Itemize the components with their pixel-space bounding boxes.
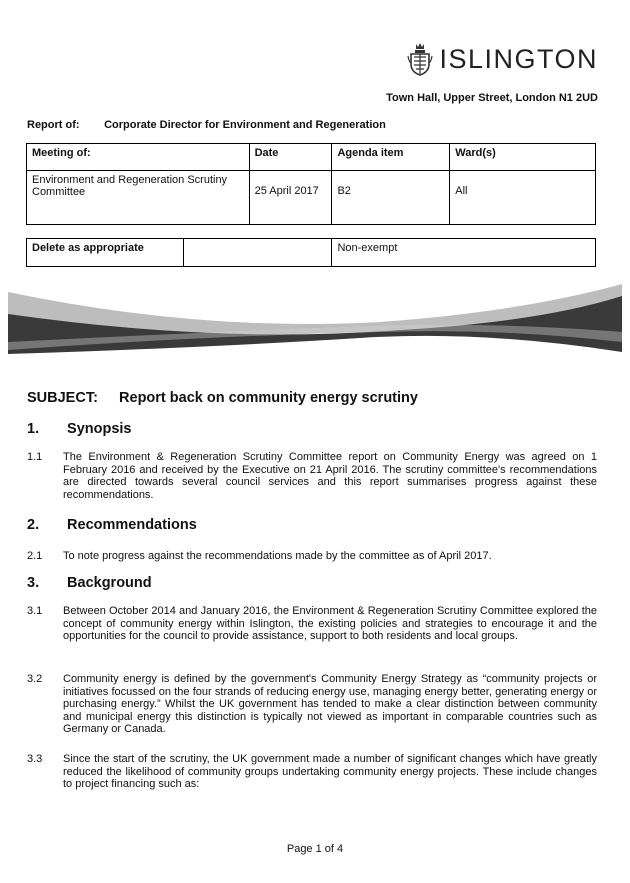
paragraph-3-1 — [27, 605, 597, 643]
report-of-value: Corporate Director for Environment and Regeneration — [104, 119, 386, 131]
cell-wards: All — [450, 171, 596, 225]
paragraph-number: 1.1 — [27, 451, 43, 463]
paragraph-text: The Environment & Regeneration Scrutiny Committee report on Community Energy was agreed on 1 February 2016 and received by the Executive on 21 April 2016. The scrutiny committee's recommendations are directed towards several council services and this report summarises progress against these recommendations. — [63, 451, 597, 501]
decorative-swoosh — [0, 282, 630, 382]
cell-meeting-of: Environment and Regeneration Scrutiny Committee — [27, 171, 250, 225]
subject-label: SUBJECT: — [27, 390, 98, 406]
exemption-table — [26, 238, 596, 267]
table-row — [27, 239, 596, 267]
paragraph-text: Community energy is defined by the government's Community Energy Strategy as “community projects or initiatives focussed on the four strands of reducing energy use, managing energy better, generating energy or purchasing energy.” Whilst the UK government has tended to make a clear distinction between community and municipal energy this distinction is typically not viewed as important in comparable countries such as Germany or Canada. — [63, 673, 597, 735]
section-heading-recommendations — [27, 517, 197, 533]
paragraph-text: Between October 2014 and January 2016, the Environment & Regeneration Scrutiny Committee explored the concept of community energy within Islington, the existing policies and strategies to encourage it and the opportunities for the council to provide assistance, support to both residents and local groups. — [63, 605, 597, 642]
paragraph-text: To note progress against the recommendations made by the committee as of April 2017. — [63, 550, 492, 562]
paragraph-1-1 — [27, 451, 597, 501]
section-heading-background — [27, 575, 152, 591]
section-number: 2. — [27, 517, 40, 533]
paragraph-text: Since the start of the scrutiny, the UK government made a number of significant changes which have greatly reduced the likelihood of community groups undertaking community energy projects. These include changes to project financing such as: — [63, 753, 597, 790]
exemption-value: Non-exempt — [332, 239, 596, 267]
org-name: ISLINGTON — [439, 43, 598, 74]
section-heading-synopsis — [27, 421, 132, 437]
table-row — [27, 171, 596, 225]
header-wards: Ward(s) — [450, 144, 596, 171]
paragraph-number: 3.2 — [27, 673, 43, 685]
section-title: Recommendations — [67, 517, 197, 533]
cell-agenda-item: B2 — [332, 171, 450, 225]
islington-logo — [407, 42, 598, 76]
delete-label: Delete as appropriate — [27, 239, 184, 267]
section-number: 3. — [27, 575, 40, 591]
paragraph-number: 3.3 — [27, 753, 43, 765]
header-date: Date — [249, 144, 332, 171]
cell-date: 25 April 2017 — [249, 171, 332, 225]
crest-icon — [407, 42, 433, 76]
page-number: Page 1 of 4 — [286, 843, 344, 855]
meeting-table — [26, 143, 596, 225]
paragraph-2-1 — [27, 550, 597, 563]
paragraph-3-3 — [27, 753, 597, 791]
section-title: Synopsis — [67, 421, 132, 437]
delete-blank-cell — [183, 239, 332, 267]
paragraph-3-2 — [27, 673, 597, 736]
report-of-label: Report of: — [27, 119, 80, 131]
subject-heading — [27, 390, 418, 406]
address: Town Hall, Upper Street, London N1 2UD — [386, 92, 598, 104]
paragraph-number: 3.1 — [27, 605, 43, 617]
section-number: 1. — [27, 421, 40, 437]
report-of — [27, 119, 386, 131]
header-meeting-of: Meeting of: — [27, 144, 250, 171]
subject-title: Report back on community energy scrutiny — [119, 390, 418, 406]
meeting-table-header-row — [27, 144, 596, 171]
section-title: Background — [67, 575, 152, 591]
header-agenda-item: Agenda item — [332, 144, 450, 171]
paragraph-number: 2.1 — [27, 550, 43, 562]
